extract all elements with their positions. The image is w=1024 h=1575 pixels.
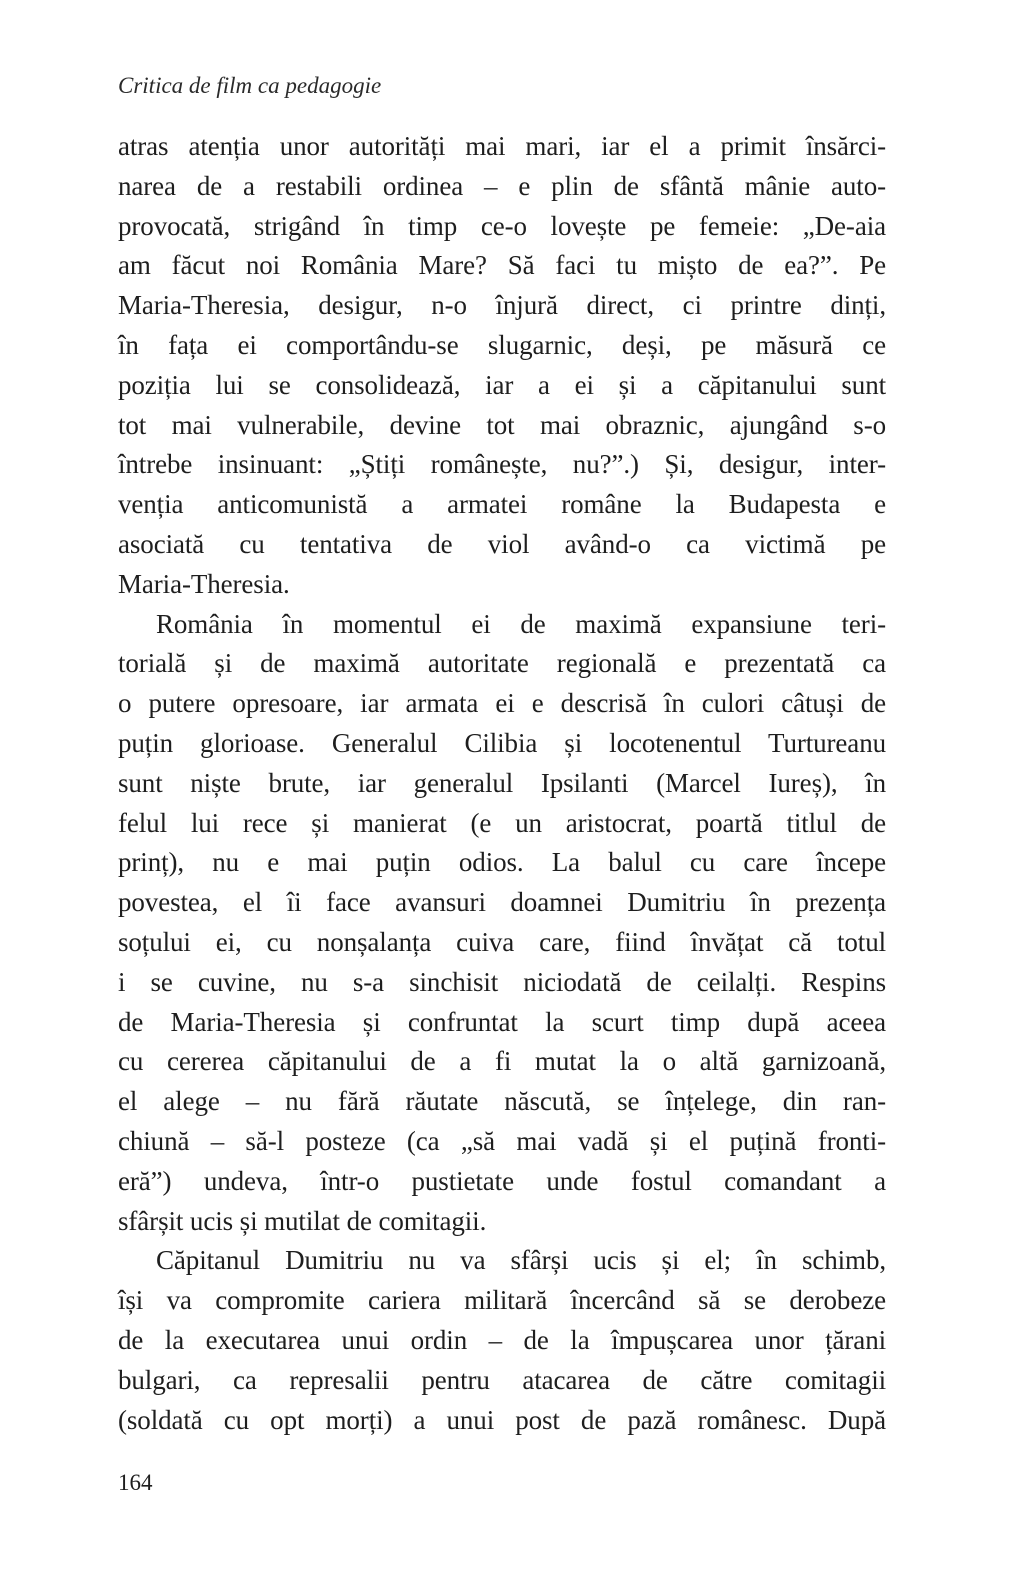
text-line: cu cererea căpitanului de a fi mutat la o altă garnizoană, <box>118 1046 886 1077</box>
text-line: chiună – să-l posteze (ca „să mai vadă și el puțină fronti- <box>118 1125 886 1156</box>
text-line: eră”) undeva, într-o pustietate unde fostul comandant a <box>118 1165 886 1196</box>
text-line: bulgari, ca represalii pentru atacarea de către comitagii <box>118 1364 886 1395</box>
text-line: puțin glorioase. Generalul Cilibia și locotenentul Turtureanu <box>118 727 886 758</box>
text-line: de Maria-Theresia și confruntat la scurt timp după aceea <box>118 1006 886 1037</box>
text-line: prinț), nu e mai puțin odios. La balul cu care începe <box>118 847 886 878</box>
text-line: Căpitanul Dumitriu nu va sfârși ucis și el; în schimb, <box>156 1245 886 1276</box>
text-line: soțului ei, cu nonșalanța cuiva care, fiind învățat că totul <box>118 926 886 957</box>
text-line: își va compromite cariera militară încercând să se derobeze <box>118 1285 886 1316</box>
text-line: de la executarea unui ordin – de la împușcarea unor țărani <box>118 1324 886 1355</box>
text-line: sunt niște brute, iar generalul Ipsilanti (Marcel Iureș), în <box>118 767 886 798</box>
text-line: provocată, strigând în timp ce-o lovește pe femeie: „De-aia <box>118 210 886 241</box>
running-header: Critica de film ca pedagogie <box>118 73 382 98</box>
paragraph <box>118 1241 886 1440</box>
text-line: întrebe insinuant: „Știți românește, nu?”.) Și, desigur, inter- <box>118 449 886 480</box>
text-line: povestea, el îi face avansuri doamnei Dumitriu în prezența <box>118 887 886 918</box>
text-line: tot mai vulnerabile, devine tot mai obraznic, ajungând s-o <box>118 409 886 440</box>
text-line: am făcut noi România Mare? Să faci tu mișto de ea?”. Pe <box>118 250 886 281</box>
paragraph <box>118 605 886 1242</box>
paragraph <box>118 127 886 605</box>
text-line: atras atenția unor autorități mai mari, iar el a primit însărci- <box>118 131 886 161</box>
text-line: torială și de maximă autoritate regională e prezentată ca <box>118 648 886 679</box>
text-line: o putere opresoare, iar armata ei e descrisă în culori câtuși de <box>118 688 886 719</box>
text-line: asociată cu tentativa de viol având-o ca victimă pe <box>118 528 886 559</box>
text-line: venția anticomunistă a armatei române la Budapesta e <box>118 489 886 520</box>
page-number: 164 <box>118 1470 153 1495</box>
text-line: în fața ei comportându-se slugarnic, deși, pe măsură ce <box>118 329 886 360</box>
text-line: el alege – nu fără răutate născută, se înțelege, din ran- <box>118 1086 886 1117</box>
text-line: poziția lui se consolidează, iar a ei și a căpitanului sunt <box>118 369 886 400</box>
body-text <box>118 127 886 1440</box>
text-line: Maria-Theresia. <box>118 568 290 599</box>
text-line: România în momentul ei de maximă expansiune teri- <box>156 608 886 639</box>
text-line: sfârșit ucis și mutilat de comitagii. <box>118 1205 487 1236</box>
text-line: narea de a restabili ordinea – e plin de sfântă mânie auto- <box>118 170 886 201</box>
text-line: Maria-Theresia, desigur, n-o înjură direct, ci printre dinți, <box>118 290 886 321</box>
text-line: felul lui rece și manierat (e un aristocrat, poartă titlul de <box>118 807 886 838</box>
text-line: (soldată cu opt morți) a unui post de pază românesc. După <box>118 1404 886 1435</box>
text-line: i se cuvine, nu s-a sinchisit niciodată de ceilalți. Respins <box>118 966 886 997</box>
